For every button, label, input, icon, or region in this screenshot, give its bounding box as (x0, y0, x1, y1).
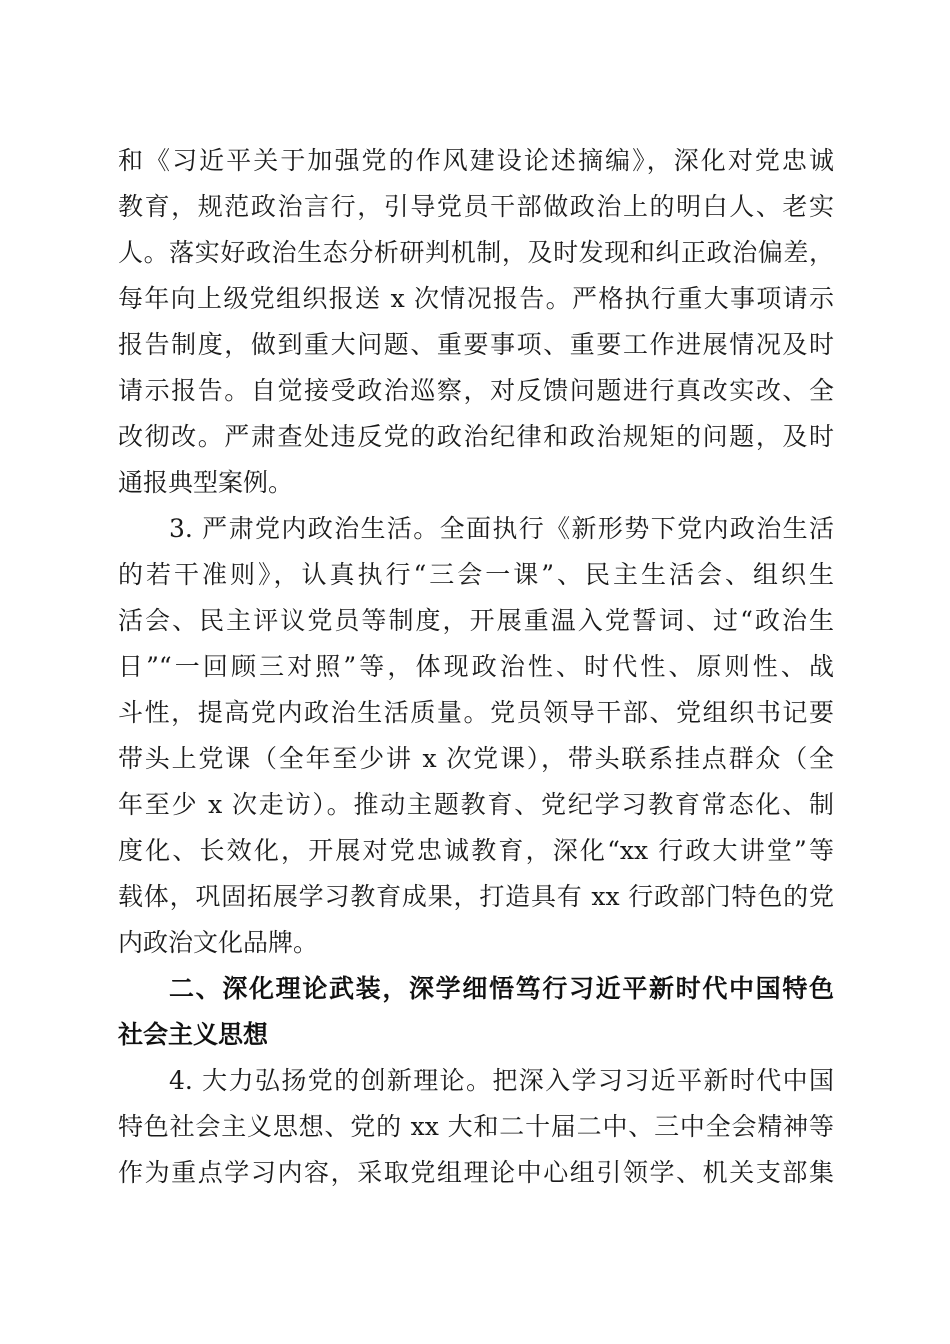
text-line-2: 教育，规范政治言行，引导党员干部做政治上的明白人、老实 (118, 192, 834, 221)
text-line-1: 和《习近平关于加强党的作风建设论述摘编》，深化对党忠诚 (118, 146, 834, 175)
text-line-3: 人。落实好政治生态分析研判机制，及时发现和纠正政治偏差， (118, 238, 834, 267)
text-line-16: 度化、长效化，开展对党忠诚教育，深化“xx 行政大讲堂”等 (118, 836, 834, 865)
text-line-22: 特色社会主义思想、党的 xx 大和二十届二中、三中全会精神等 (118, 1112, 834, 1141)
section-heading-2-line-1: 二、深化理论武装，深学细悟笃行习近平新时代中国特色 (169, 974, 834, 1003)
text-line-12: 日”“一回顾三对照”等，体现政治性、时代性、原则性、战 (118, 652, 834, 681)
text-line-18: 内政治文化品牌。 (118, 928, 319, 957)
text-line-6: 请示报告。自觉接受政治巡察，对反馈问题进行真改实改、全 (118, 376, 834, 405)
section-4-first-line: 4. 大力弘扬党的创新理论。把深入学习习近平新时代中国 (169, 1066, 834, 1095)
text-line-14: 带头上党课（全年至少讲 x 次党课），带头联系挂点群众（全 (118, 744, 834, 773)
text-line-7: 改彻改。严肃查处违反党的政治纪律和政治规矩的问题，及时 (118, 422, 834, 451)
text-line-11: 活会、民主评议党员等制度，开展重温入党誓词、过“政治生 (118, 606, 834, 635)
text-line-13: 斗性，提高党内政治生活质量。党员领导干部、党组织书记要 (118, 698, 834, 727)
section-heading-2-line-2: 社会主义思想 (118, 1020, 269, 1049)
text-line-8: 通报典型案例。 (118, 468, 294, 497)
text-line-17: 载体，巩固拓展学习教育成果，打造具有 xx 行政部门特色的党 (118, 882, 834, 911)
text-line-5: 报告制度，做到重大问题、重要事项、重要工作进展情况及时 (118, 330, 834, 359)
text-line-15: 年至少 x 次走访）。推动主题教育、党纪学习教育常态化、制 (118, 790, 834, 819)
text-line-4: 每年向上级党组织报送 x 次情况报告。严格执行重大事项请示 (118, 284, 834, 313)
text-line-10: 的若干准则》，认真执行“三会一课”、民主生活会、组织生 (118, 560, 834, 589)
section-3-first-line: 3. 严肃党内政治生活。全面执行《新形势下党内政治生活 (169, 514, 834, 543)
text-line-23: 作为重点学习内容，采取党组理论中心组引领学、机关支部集 (118, 1158, 834, 1187)
